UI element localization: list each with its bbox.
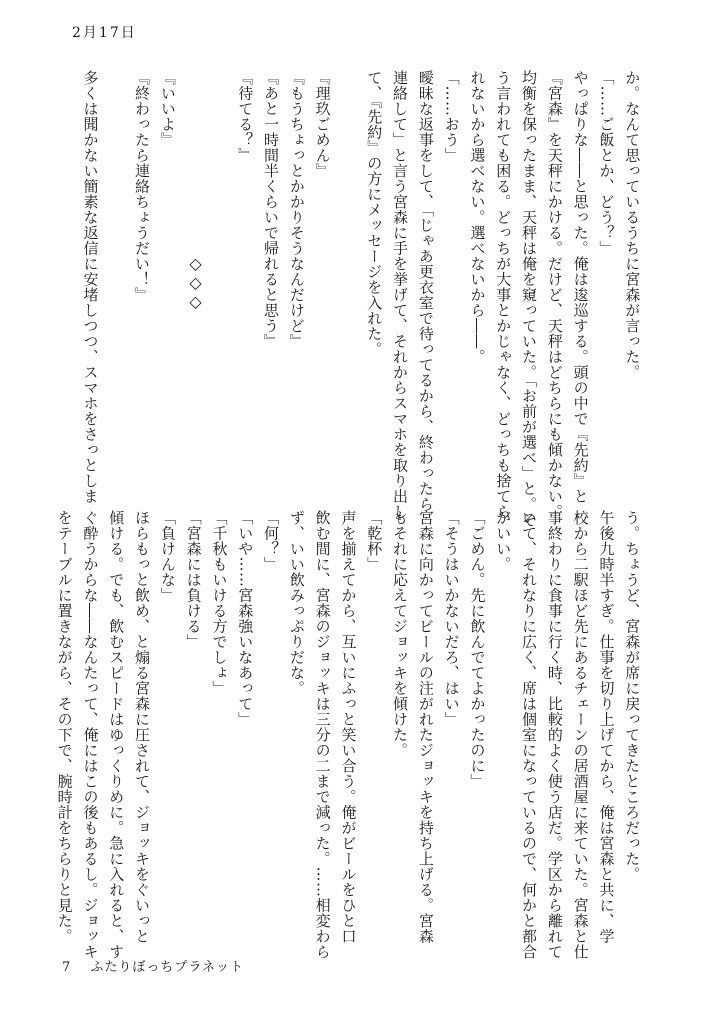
text-column: 連絡して」と言う宮森に手を挙げて、それからスマホを取り出し: [391, 70, 410, 520]
text-column: 「そうはいかないだろ、はい」: [442, 510, 461, 727]
page-number: 7: [62, 960, 72, 975]
text-column: 「ごめん。先に飲んでてよかったのに」: [468, 510, 487, 789]
text-column: ほらもっと飲め、と煽る宮森に圧されて、ジョッキをぐいっと: [133, 510, 152, 944]
text-column: 『待てる？』: [236, 70, 255, 163]
scene-separator: ◇◇◇: [186, 254, 205, 311]
text-column: 午後九時半すぎ。仕事を切り上げてから、俺は宮森と共に、学: [597, 510, 616, 944]
text-column: う言われても困る。どっちが大事とかじゃなく、どっちも捨てら: [494, 70, 513, 520]
text-column: 傾ける。でも、飲むスピードはゆっくりめに。急に入れると、す: [107, 510, 126, 960]
text-column: 「千秋もいける方でしょ」: [210, 510, 229, 696]
text-column: 「負けんな」: [158, 510, 177, 603]
page-footer: [62, 956, 244, 975]
text-column: 飲む間に、宮森のジョッキは三分の二まで減った。……相変わら: [313, 510, 332, 960]
text-column: 『あと一時間半くらいで帰れると思う』: [262, 70, 281, 349]
text-column: 『いいよ』: [158, 70, 177, 148]
text-column: れないから選べない。選べないから――。: [468, 70, 487, 365]
text-column: 『終わったら連絡ちょうだい！』: [133, 70, 152, 303]
text-column: 声を揃えてから、互いにふっと笑い合う。俺がビールをひと口: [339, 510, 358, 944]
text-column: やっぱりな――と思った。俺は逡巡する。頭の中で『先約』と: [571, 70, 590, 504]
text-column: 宮森に向かってビールの注がれたジョッキを持ち上げる。宮森: [416, 510, 435, 944]
text-column: いて、それなりに広く、席は個室になっているので、何かと都合: [520, 510, 539, 960]
text-column: う。ちょうど、宮森が席に戻ってきたところだった。: [623, 510, 642, 882]
text-column: ぐ酔うからな――なんたって、俺にはこの後もあるし。ジョッキ: [81, 510, 100, 960]
text-column: 「宮森には負ける」: [184, 510, 203, 650]
text-column: 『理玖ごめん』: [313, 70, 332, 179]
page-date: 2月17日: [72, 25, 137, 41]
text-column: がいい。: [494, 510, 513, 572]
text-column: ず、いい飲みっぷりだな。: [287, 510, 306, 696]
text-column: 曖昧な返事をして、「じゃあ更衣室で待ってるから、終わったら: [416, 70, 435, 512]
text-column: か。なんて思っているうちに宮森が言った。: [623, 70, 642, 380]
text-column: 「……おう」: [442, 70, 461, 163]
text-column: もそれに応えてジョッキを傾けた。: [391, 510, 410, 758]
text-column: 「何？」: [262, 510, 281, 572]
text-column: 「乾杯」: [365, 510, 384, 572]
text-column: 「いや……宮森強いなあって」: [236, 510, 255, 727]
text-column: 多くは聞かない簡素な返信に安堵しつつ、スマホをさっとしま: [81, 70, 100, 504]
book-title: ふたりぼっちプラネット: [90, 960, 245, 975]
text-column: 均衡を保ったまま、天秤は俺を窺っていた。「お前が選べ」と。そ: [520, 70, 539, 528]
text-column: 校から二駅ほど先にあるチェーンの居酒屋に来ていた。宮森と仕: [571, 510, 590, 960]
text-column: 事終わりに食事に行く時、比較的よく使う店だ。学区から離れて: [545, 510, 564, 960]
text-column: 「……ご飯とか、どう？」: [597, 70, 616, 256]
text-column: をテーブルに置きながら、その下で、腕時計をちらりと見た。: [55, 510, 74, 944]
text-column: て、『先約』の方にメッセージを入れた。: [365, 70, 384, 357]
text-column: 『宮森』を天秤にかける。だけど、天秤はどちらにも傾かない。: [545, 70, 564, 520]
text-column: 『もうちょっとかかりそうなんだけど』: [287, 70, 306, 349]
